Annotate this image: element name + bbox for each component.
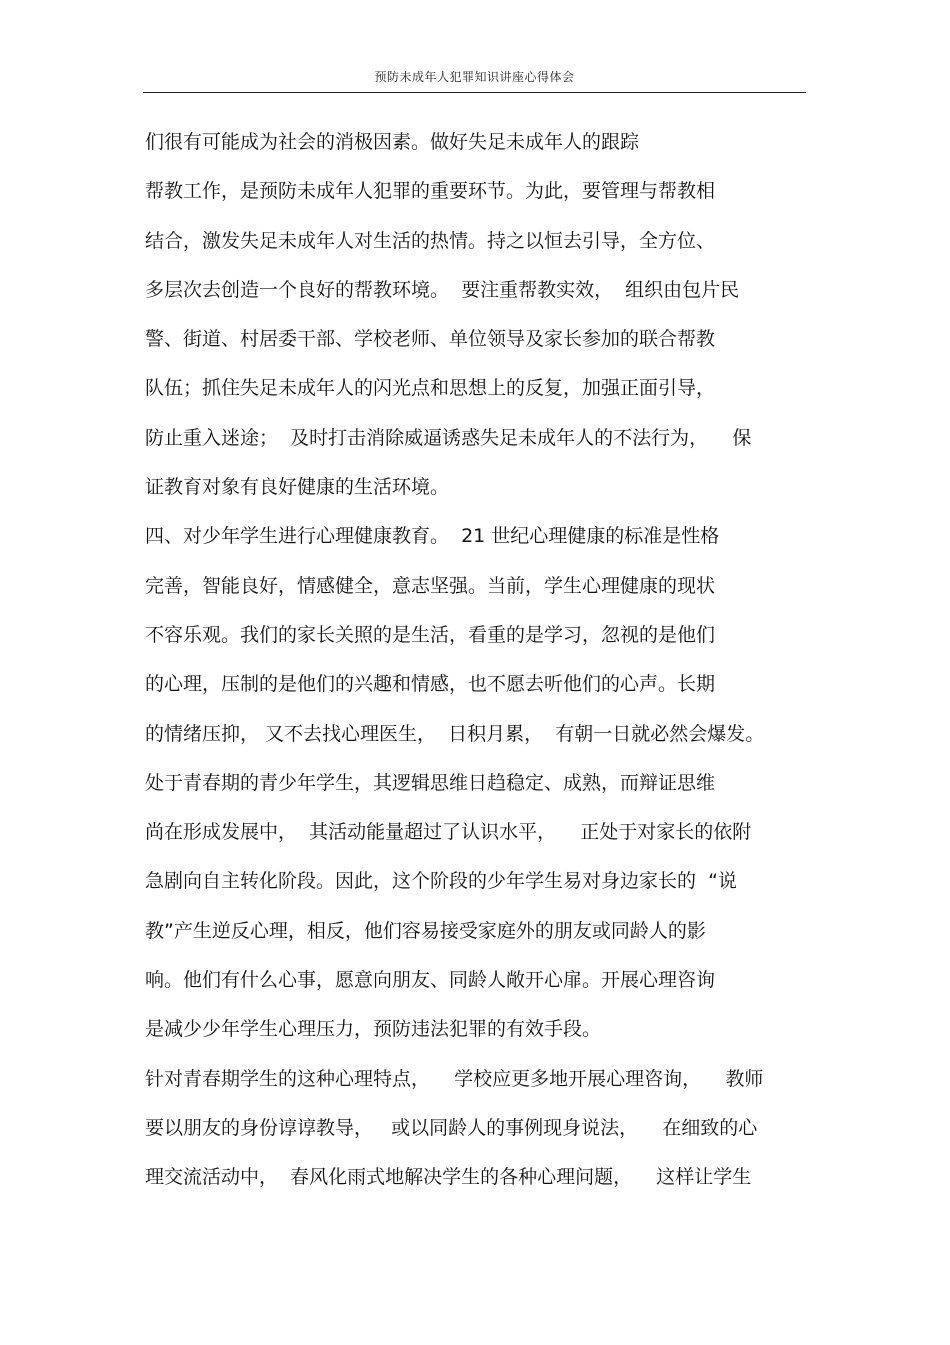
text-line: 响。他们有什么心事，愿意向朋友、同龄人敞开心扉。开展心理咨询 (145, 969, 716, 992)
text-line: 队伍；抓住失足未成年人的闪光点和思想上的反复，加强正面引导， (145, 377, 716, 400)
text-line: 的情绪压抑， 又不去找心理医生， 日积月累， 有朝一日就必然会爆发。 (145, 722, 765, 745)
document-body (145, 122, 810, 1207)
text-line: 帮教工作，是预防未成年人犯罪的重要环节。为此，要管理与帮教相 (145, 180, 716, 203)
section-heading-line: 四、对少年学生进行心理健康教育。 21 世纪心理健康的标准是性格 (145, 525, 720, 548)
text-line: 尚在形成发展中， 其活动能量超过了认识水平， 正处于对家长的依附 (145, 821, 752, 844)
text-line: 要以朋友的身份谆谆教导， 或以同龄人的事例现身说法， 在细致的心 (145, 1116, 758, 1139)
text-line: 们很有可能成为社会的消极因素。做好失足未成年人的跟踪 (145, 131, 640, 153)
text-line: 证教育对象有良好健康的生活环境。 (145, 476, 450, 499)
text-line: 的心理，压制的是他们的兴趣和情感，也不愿去听他们的心声。长期 (145, 673, 716, 696)
text-line: 多层次去创造一个良好的帮教环境。 要注重帮教实效， 组织由包片民 (145, 278, 740, 301)
header-title: 预防未成年人犯罪知识讲座心得体会 (374, 70, 575, 84)
text-line: 急剧向自主转化阶段。因此，这个阶段的少年学生易对身边家长的 “说 (145, 870, 737, 893)
text-line: 防止重入迷途； 及时打击消除威逼诱惑失足未成年人的不法行为， 保 (145, 426, 752, 449)
text-line: 不容乐观。我们的家长关照的是生活，看重的是学习，忽视的是他们 (145, 623, 716, 646)
text-line: 完善，智能良好，情感健全，意志坚强。当前，学生心理健康的现状 (145, 574, 716, 597)
text-line: 教”产生逆反心理，相反，他们容易接受家庭外的朋友或同龄人的影 (145, 919, 706, 942)
text-line: 处于青春期的青少年学生，其逻辑思维日趋稳定、成熟，而辩证思维 (145, 771, 716, 794)
text-line: 警、街道、村居委干部、学校老师、单位领导及家长参加的联合帮教 (145, 328, 716, 351)
text-line: 结合，激发失足未成年人对生活的热情。持之以恒去引导，全方位、 (145, 229, 716, 252)
text-line: 理交流活动中， 春风化雨式地解决学生的各种心理问题， 这样让学生 (145, 1166, 752, 1189)
text-line: 是减少少年学生心理压力，预防违法犯罪的有效手段。 (145, 1018, 602, 1041)
page-header (143, 64, 806, 93)
text-line: 针对青春期学生的这种心理特点， 学校应更多地开展心理咨询， 教师 (145, 1067, 764, 1090)
